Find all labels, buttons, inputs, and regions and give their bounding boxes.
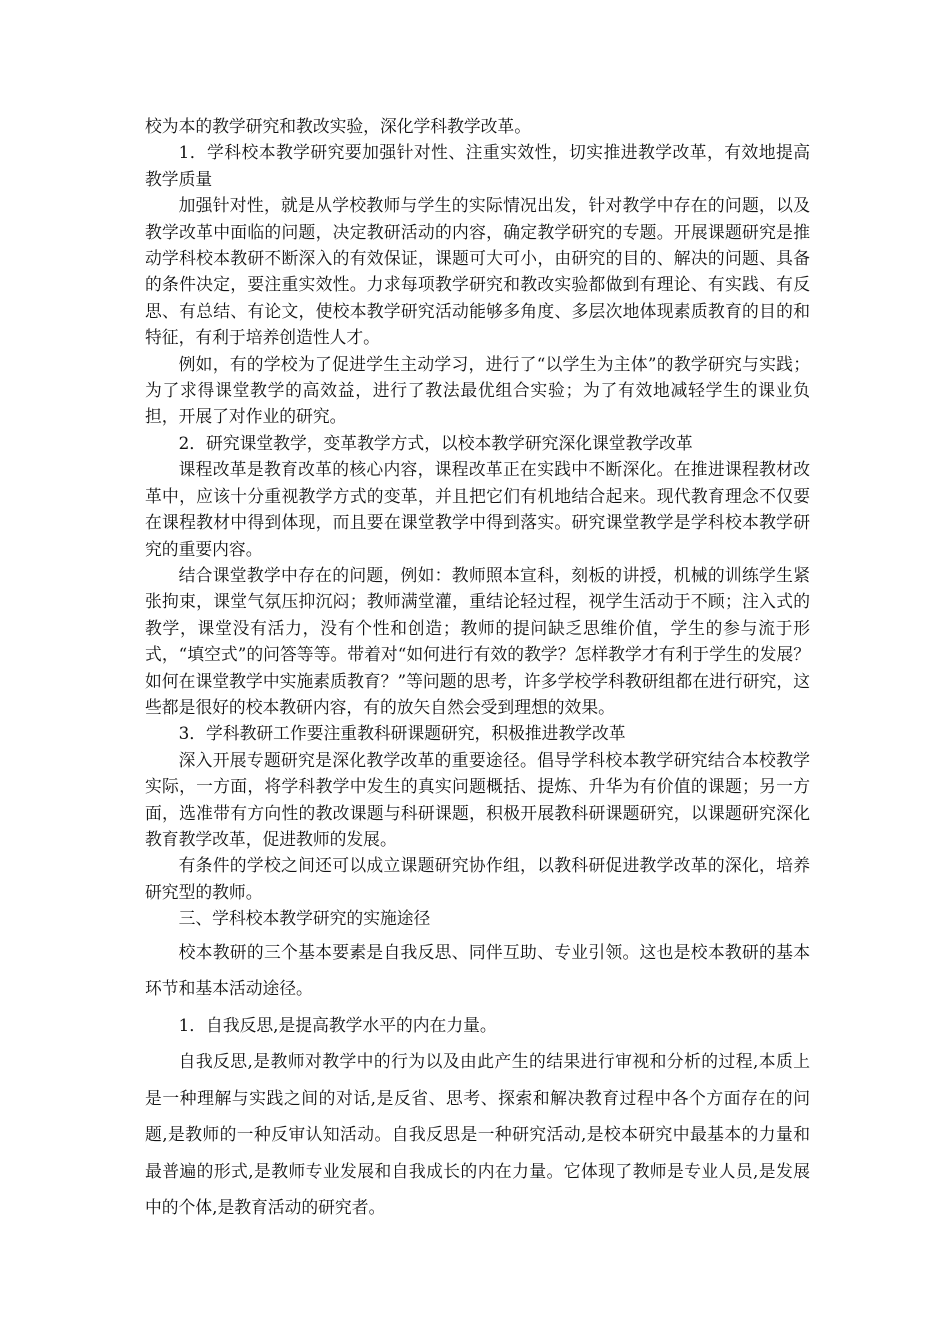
paragraph-special-research: 深入开展专题研究是深化教学改革的重要途径。倡导学科校本教学研究结合本校教学实际，一方面，将学科教学中发生的真实问题概括、提炼、升华为有价值的课题；另一方面，选准带有方向性的教改课题与科研课题，积极开展教科研课题研究，以课题研究深化教育教学改革，促进教师的发展。 [145, 749, 810, 849]
heading-item-2: 2．研究课堂教学，变革教学方式，以校本教学研究深化课堂教学改革 [178, 432, 693, 453]
paragraph-example: 例如，有的学校为了促进学生主动学习，进行了“以学生为主体”的教学研究与实践；为了求得课堂教学的高效益，进行了教法最优组合实验；为了有效地减轻学生的课业负担，开展了对作业的研究。 [145, 353, 810, 427]
section-heading-3: 三、学科校本教学研究的实施途径 [178, 908, 431, 929]
paragraph-curriculum-reform: 课程改革是教育改革的核心内容，课程改革正在实践中不断深化。在推进课程教材改革中，应该十分重视教学方式的变革，并且把它们有机地结合起来。现代教育理念不仅要在课程教材中得到体现，而且要在课堂教学中得到落实。研究课堂教学是学科校本教学研究的重要内容。 [145, 459, 810, 559]
paragraph-targeting: 加强针对性，就是从学校教师与学生的实际情况出发，针对教学中存在的问题，以及教学改革中面临的问题，决定教研活动的内容，确定教学研究的专题。开展课题研究是推动学科校本教研不断深入的有效保证，课题可大可小，由研究的目的、解决的问题、具备的条件决定，要注重实效性。力求每项教学研究和教改实验都做到有理论、有实践、有反思、有总结、有论文，使校本教学研究活动能够多角度、多层次地体现素质教育的目的和特征，有利于培养创造性人才。 [145, 195, 810, 348]
paragraph-three-elements: 校本教研的三个基本要素是自我反思、同伴互助、专业引领。这也是校本教研的基本环节和基本活动途径。 [145, 941, 810, 999]
paragraph-intro-continued: 校为本的教学研究和教改实验，深化学科教学改革。 [145, 116, 531, 136]
heading-self-reflection: 1．自我反思,是提高教学水平的内在力量。 [178, 1014, 497, 1035]
paragraph-classroom-problems: 结合课堂教学中存在的问题，例如：教师照本宣科，刻板的讲授，机械的训练学生紧张拘束，课堂气氛压抑沉闷；教师满堂灌，重结论轻过程，视学生活动于不顾；注入式的教学，课堂没有活力，没有个性和创造；教师的提问缺乏思维价值，学生的参与流于形式，“填空式”的问答等等。带着对“如何进行有效的教学？怎样教学才有利于学生的发展？如何在课堂教学中实施素质教育？”等问题的思考，许多学校学科教研组都在进行研究，这些都是很好的校本教研内容，有的放矢自然会受到理想的效果。 [145, 564, 810, 717]
paragraph-collaboration: 有条件的学校之间还可以成立课题研究协作组，以教科研促进教学改革的深化，培养研究型的教师。 [145, 855, 810, 902]
heading-item-3: 3．学科教研工作要注重教科研课题研究，积极推进教学改革 [178, 723, 626, 744]
paragraph-self-reflection: 自我反思,是教师对教学中的行为以及由此产生的结果进行审视和分析的过程,本质上是一种理解与实践之间的对话,是反省、思考、探索和解决教育过程中各个方面存在的问题,是教师的一种反审认知活动。自我反思是一种研究活动,是校本研究中最基本的力量和最普遍的形式,是教师专业发展和自我成长的内在力量。它体现了教师是专业人员,是发展中的个体,是教育活动的研究者。 [145, 1051, 810, 1218]
heading-item-1: 1．学科校本教学研究要加强针对性、注重实效性，切实推进教学改革，有效地提高教学质量 [145, 142, 810, 189]
document-body [145, 113, 810, 1226]
